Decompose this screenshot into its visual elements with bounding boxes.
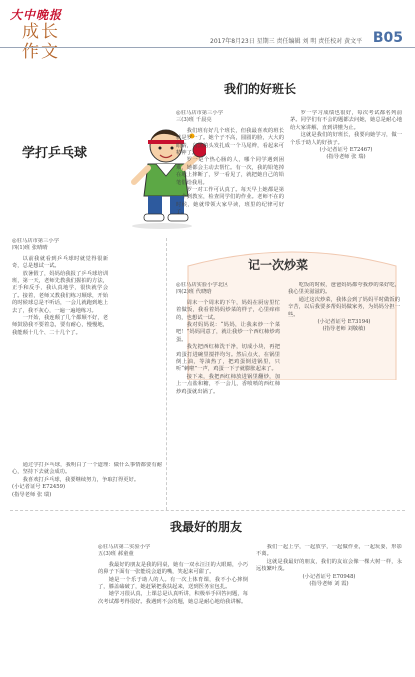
article-body-cooking-right (288, 282, 400, 400)
paragraph: 罗一是个热心肠的人，哪个同学遇到困难，她都会主动去帮忙。有一次，我的铅笔掉在地上摔断了，罗一看见了，就把她自己的铅笔借给我用。 (176, 157, 284, 186)
article-body-monitor-left (176, 110, 284, 242)
byline-pingpong: ◎驻马店市第三小学 四(1)班 张晴晴 (12, 238, 59, 252)
article-title-monitor: 我们的好班长 (224, 82, 297, 96)
paragraph: 接下来，我把西红柿放进锅里翻炒，加上一点盐和糖，不一会儿，香喷喷的西红柿炒鸡蛋就出锅了。 (176, 373, 280, 395)
paragraph: 罗一学习成绩也很好，每次考试都名列前茅。同学们有不会的题都去问她，她总是耐心地给大家讲解，直到讲懂为止。 (290, 110, 402, 131)
article-body-friend-left (98, 544, 248, 672)
teacher-note-monitor: (小记者证号 E72467) (指导老师 张 瑞) (319, 147, 373, 161)
byline-monitor: ◎驻马店市第三小学 三(3)班 千晨亮 (176, 110, 223, 124)
paragraph: 她是一个乐于助人的人。有一次上体育课，我不小心摔倒了，膝盖磕破了，她赶紧把我扶起来，送到医务室包扎。 (98, 576, 248, 591)
newspaper-brand: 大中晚报 (10, 8, 63, 22)
paragraph: 通过学打乒乓球，我明白了一个道理：做什么事情都要有耐心，坚持下去就会成功。 (12, 462, 162, 476)
article-body-pingpong-end (12, 462, 162, 502)
teacher-note-cooking: (小记者证号 E73194) (指导老师 刘敬敏) (317, 319, 371, 333)
paragraph: 放暑假了，妈妈给我报了乒乓球培训班，第一天，老师先教我们握拍的方法，正手和反手，我认真地学，很快就学会了。接着，老师又教我们练习颠球，开始的时候球总是不听话，一会儿就跑到地上去了，我不灰心，一遍一遍地练习。 (12, 270, 108, 314)
paragraph: 吃饭的时候，爸爸妈妈都夸我炒的菜好吃，我心里美滋滋的。 (288, 282, 400, 296)
page-number: B05 (372, 30, 403, 46)
column-title (22, 22, 60, 62)
column-title-line-2: 作文 (22, 42, 60, 62)
paragraph: 我喜欢打乒乓球，我要继续努力，争取打得更好。 (22, 476, 140, 483)
column-divider (166, 238, 167, 510)
article-body-cooking-left (176, 282, 280, 400)
paragraph: 罗一对工作可认真了。每天早上她都是第一个到教室，检查同学们的作业。老师不在的时候，她就带领大家早读，班里的纪律可好了。 (176, 187, 284, 216)
article-body-pingpong (12, 238, 108, 460)
article-body-monitor-right (290, 110, 402, 242)
teacher-note-friend: (小记者证号 E70948) (指导老师 刘 霞) (302, 573, 356, 588)
paragraph: 一开始，我连颠了几个都颠不好，老师鼓励我不要着急，要有耐心，慢慢地，我能颠十几个、二十几个了。 (12, 315, 108, 336)
section-divider (10, 510, 405, 511)
teacher-note-pingpong: (小记者证号 E72459) (指导老师 张 瑞) (12, 484, 66, 498)
article-body-friend-right (256, 544, 402, 672)
paragraph: 我们班有好几个班长，但我最喜欢的班长就是罗一了。她个子不高，圆圆的脸，大大的眼睛，乌黑的头发扎成一个马尾辫，看起来可精神了。 (176, 127, 284, 157)
page-header (0, 0, 415, 72)
dateline: 2017年8月23日 星期三 责任编辑 刘 明 责任校对 黄文平 (210, 38, 363, 45)
paragraph: 这就是我们的好班长，我要向她学习，做一个乐于助人的好孩子。 (290, 132, 402, 146)
byline-friend: ◎驻马店第二实验小学 五(3)班 郝童童 (98, 544, 151, 558)
paragraph: 周末一个周末的下午，妈妈在厨房里忙着做饭，我看着妈妈炒菜的样子，心里痒痒的，也想试一试。 (176, 299, 280, 321)
article-title-friend: 我最好的朋友 (170, 520, 243, 534)
paragraph: 我对妈妈说：“妈妈，让我来炒一个菜吧！”妈妈同意了，就让我炒一个西红柿炒鸡蛋。 (176, 322, 280, 343)
paragraph: 我先把西红柿洗干净，切成小块，再把鸡蛋打进碗里搅拌均匀。然后点火，在锅里倒上油，等油热了，把鸡蛋倒进锅里，只听“刺啦”一声，鸡蛋一下子就膨胀起来了。 (176, 344, 280, 373)
paragraph: 这就是我最好的朋友，我们的友谊会像一棵大树一样，永远枝繁叶茂。 (256, 558, 402, 573)
paragraph: 通过这次炒菜，我体会到了妈妈平时做饭的辛苦，以后我要多帮妈妈做家务，为妈妈分担一些。 (288, 296, 400, 318)
header-rule (0, 47, 415, 48)
paragraph: 我最好的朋友是我的同桌，她有一双水汪汪的大眼睛，小巧的鼻子下面有一张能说会道的嘴，笑起来可甜了。 (98, 561, 248, 576)
article-title-cooking: 记一次炒菜 (248, 258, 309, 272)
byline-cooking: ◎驻马店实验小学北区 四(2)班 代晓晗 (176, 282, 229, 296)
paragraph: 她学习很认真，上课总是认真听讲，积极举手回答问题，每次考试都考得很好。我遇到不会的题，她总是耐心地给我讲解。 (98, 591, 248, 605)
article-title-pingpong: 学打乒乓球 (22, 146, 88, 161)
paragraph: 以前我就看到乒乓球时就觉得很新奇，总是想试一试。 (12, 255, 108, 270)
paragraph: 我们一起上学，一起放学，一起做作业，一起玩耍，形影不离。 (256, 544, 402, 558)
column-title-line-1: 成长 (22, 22, 60, 42)
